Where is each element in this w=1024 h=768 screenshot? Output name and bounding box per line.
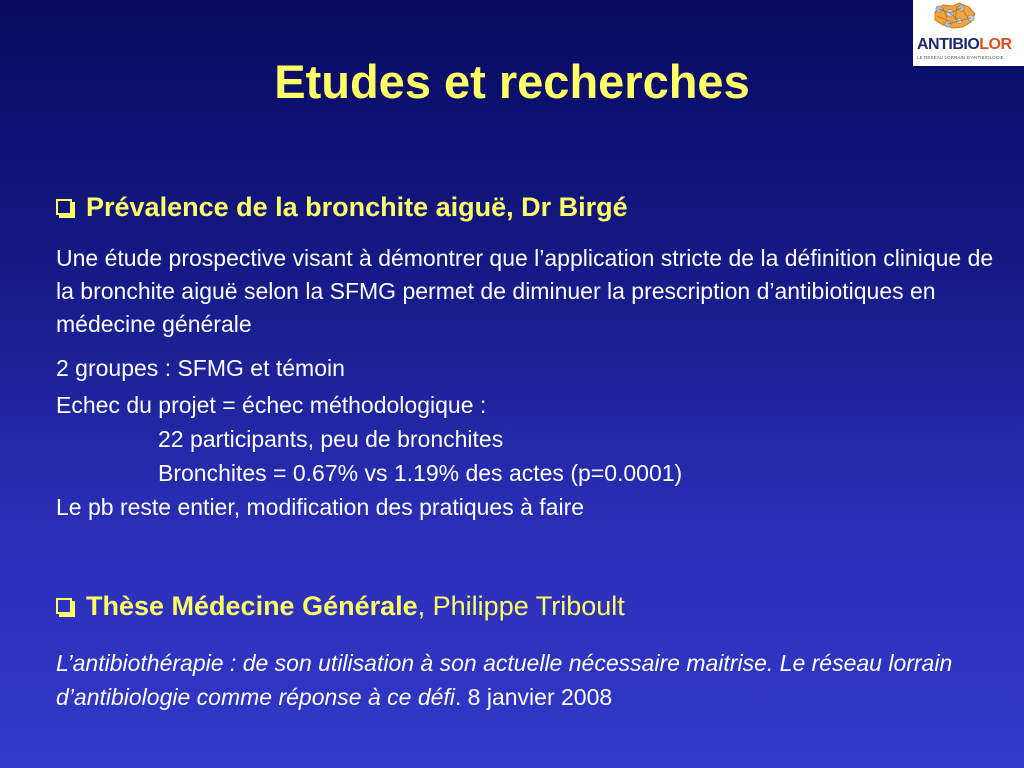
logo-wordmark-part2: LOR bbox=[979, 36, 1012, 53]
section1-description: Une étude prospective visant à démontrer que l’application stricte de la définition clinique de la bronchite aiguë selon la SFMG permet de diminuer la prescription d’antibiotiques en médecine générale bbox=[56, 245, 994, 337]
logo-wordmark bbox=[917, 36, 1012, 54]
section2-thesis bbox=[56, 646, 1006, 714]
logo-wordmark-part1: ANTIBIO bbox=[917, 36, 980, 53]
line-echec: Echec du projet = échec méthodologique : bbox=[56, 392, 487, 418]
section2-heading-bold: Thèse Médecine Générale bbox=[86, 591, 418, 621]
line-bronchites: Bronchites = 0.67% vs 1.19% des actes (p=0.0001) bbox=[158, 460, 683, 486]
line-groups: 2 groupes : SFMG et témoin bbox=[56, 355, 345, 381]
section1-heading bbox=[56, 190, 628, 224]
antibiolor-logo bbox=[913, 0, 1024, 66]
line-conclusion: Le pb reste entier, modification des pratiques à faire bbox=[56, 494, 585, 520]
line-participants: 22 participants, peu de bronchites bbox=[158, 426, 504, 452]
section2-heading bbox=[56, 589, 625, 623]
logo-tagline: LE RÉSEAU LORRAIN D'ANTIBIOLOGIE bbox=[917, 55, 1004, 60]
slide-title: Etudes et recherches bbox=[274, 55, 750, 108]
checkbox-bullet-icon bbox=[56, 199, 72, 215]
section2-heading-author: , Philippe Triboult bbox=[417, 591, 625, 621]
thesis-date: . 8 janvier 2008 bbox=[454, 684, 613, 710]
thesis-title: L’antibiothérapie : de son utilisation à son actuelle nécessaire maitrise. Le réseau lorrain d’antibiologie comme réponse à ce défi bbox=[56, 650, 953, 710]
checkbox-bullet-icon bbox=[56, 598, 72, 614]
section1-heading-text: Prévalence de la bronchite aiguë, Dr Birgé bbox=[86, 192, 628, 222]
